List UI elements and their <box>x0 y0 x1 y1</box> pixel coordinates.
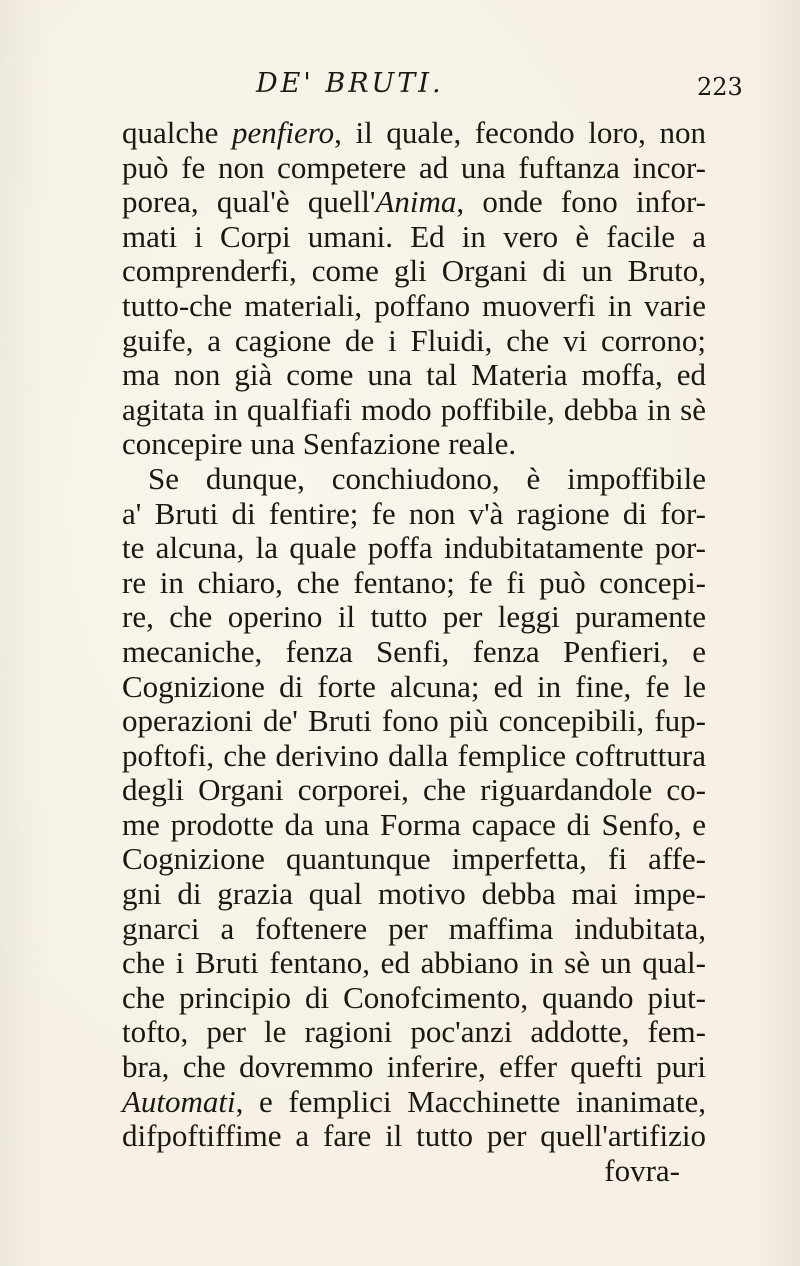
text-line: gnarci a foftenere per maffima indubitata, <box>122 910 706 946</box>
text-line: tutto-che materiali, poffano muoverfi in varie <box>122 287 706 323</box>
text-line: gni di grazia qual motivo debba mai impe- <box>122 876 706 912</box>
text-line: agitata in qualfiafi modo poffibile, debba in sè <box>122 391 706 427</box>
text-line: che i Bruti fentano, ed abbiano in sè un qual- <box>122 945 706 981</box>
text-line: può fe non competere ad una fuftanza incor- <box>122 149 706 185</box>
text-line: Cognizione quantunque imperfetta, fi affe- <box>122 841 706 877</box>
text-line: Automati, e femplici Macchinette inanimate, <box>122 1083 706 1119</box>
text-line: Cognizione di forte alcuna; ed in fine, fe le <box>122 668 706 704</box>
catchword: fovra- <box>604 1152 680 1188</box>
text-line: Se dunque, conchiudono, è impoffibile <box>148 460 706 496</box>
body-text <box>122 116 706 1188</box>
text-line: degli Organi corporei, che riguardandole co- <box>122 772 706 808</box>
text-line: bra, che dovremmo inferire, effer quefti puri <box>122 1049 706 1085</box>
text-line: poftofi, che derivino dalla femplice coftruttura <box>122 737 706 773</box>
text-line: me prodotte da una Forma capace di Senfo, e <box>122 806 706 842</box>
text-line: re, che operino il tutto per leggi puramente <box>122 599 706 635</box>
running-head: DE' BRUTI. <box>256 68 444 99</box>
text-line: concepire una Senfazione reale. <box>122 426 517 462</box>
text-line: qualche penfiero, il quale, fecondo loro, non <box>122 115 706 150</box>
text-line: mati i Corpi umani. Ed in vero è facile a <box>122 218 706 254</box>
text-line: ma non già come una tal Materia moffa, ed <box>122 357 706 393</box>
page-number: 223 <box>697 73 743 101</box>
text-line: difpoftiffime a fare il tutto per quell'artifizio <box>122 1118 706 1154</box>
text-line: mecaniche, fenza Senfi, fenza Penfieri, e <box>122 633 706 669</box>
text-line: a' Bruti di fentire; fe non v'à ragione di for- <box>122 495 706 531</box>
text-line: operazioni de' Bruti fono più concepibili, fup- <box>122 703 706 739</box>
text-line: re in chiaro, che fentano; fe fi può concepi- <box>122 564 706 600</box>
text-line: che principio di Conofcimento, quando piut- <box>122 979 706 1015</box>
text-line: comprenderfi, come gli Organi di un Bruto, <box>122 253 706 289</box>
text-line: guife, a cagione de i Fluidi, che vi corrono; <box>122 322 706 358</box>
page-header <box>0 68 800 108</box>
text-line: te alcuna, la quale poffa indubitatamente por- <box>122 530 706 566</box>
text-line: porea, qual'è quell'Anima, onde fono infor- <box>122 184 706 220</box>
text-line: tofto, per le ragioni poc'anzi addotte, fem- <box>122 1014 706 1050</box>
